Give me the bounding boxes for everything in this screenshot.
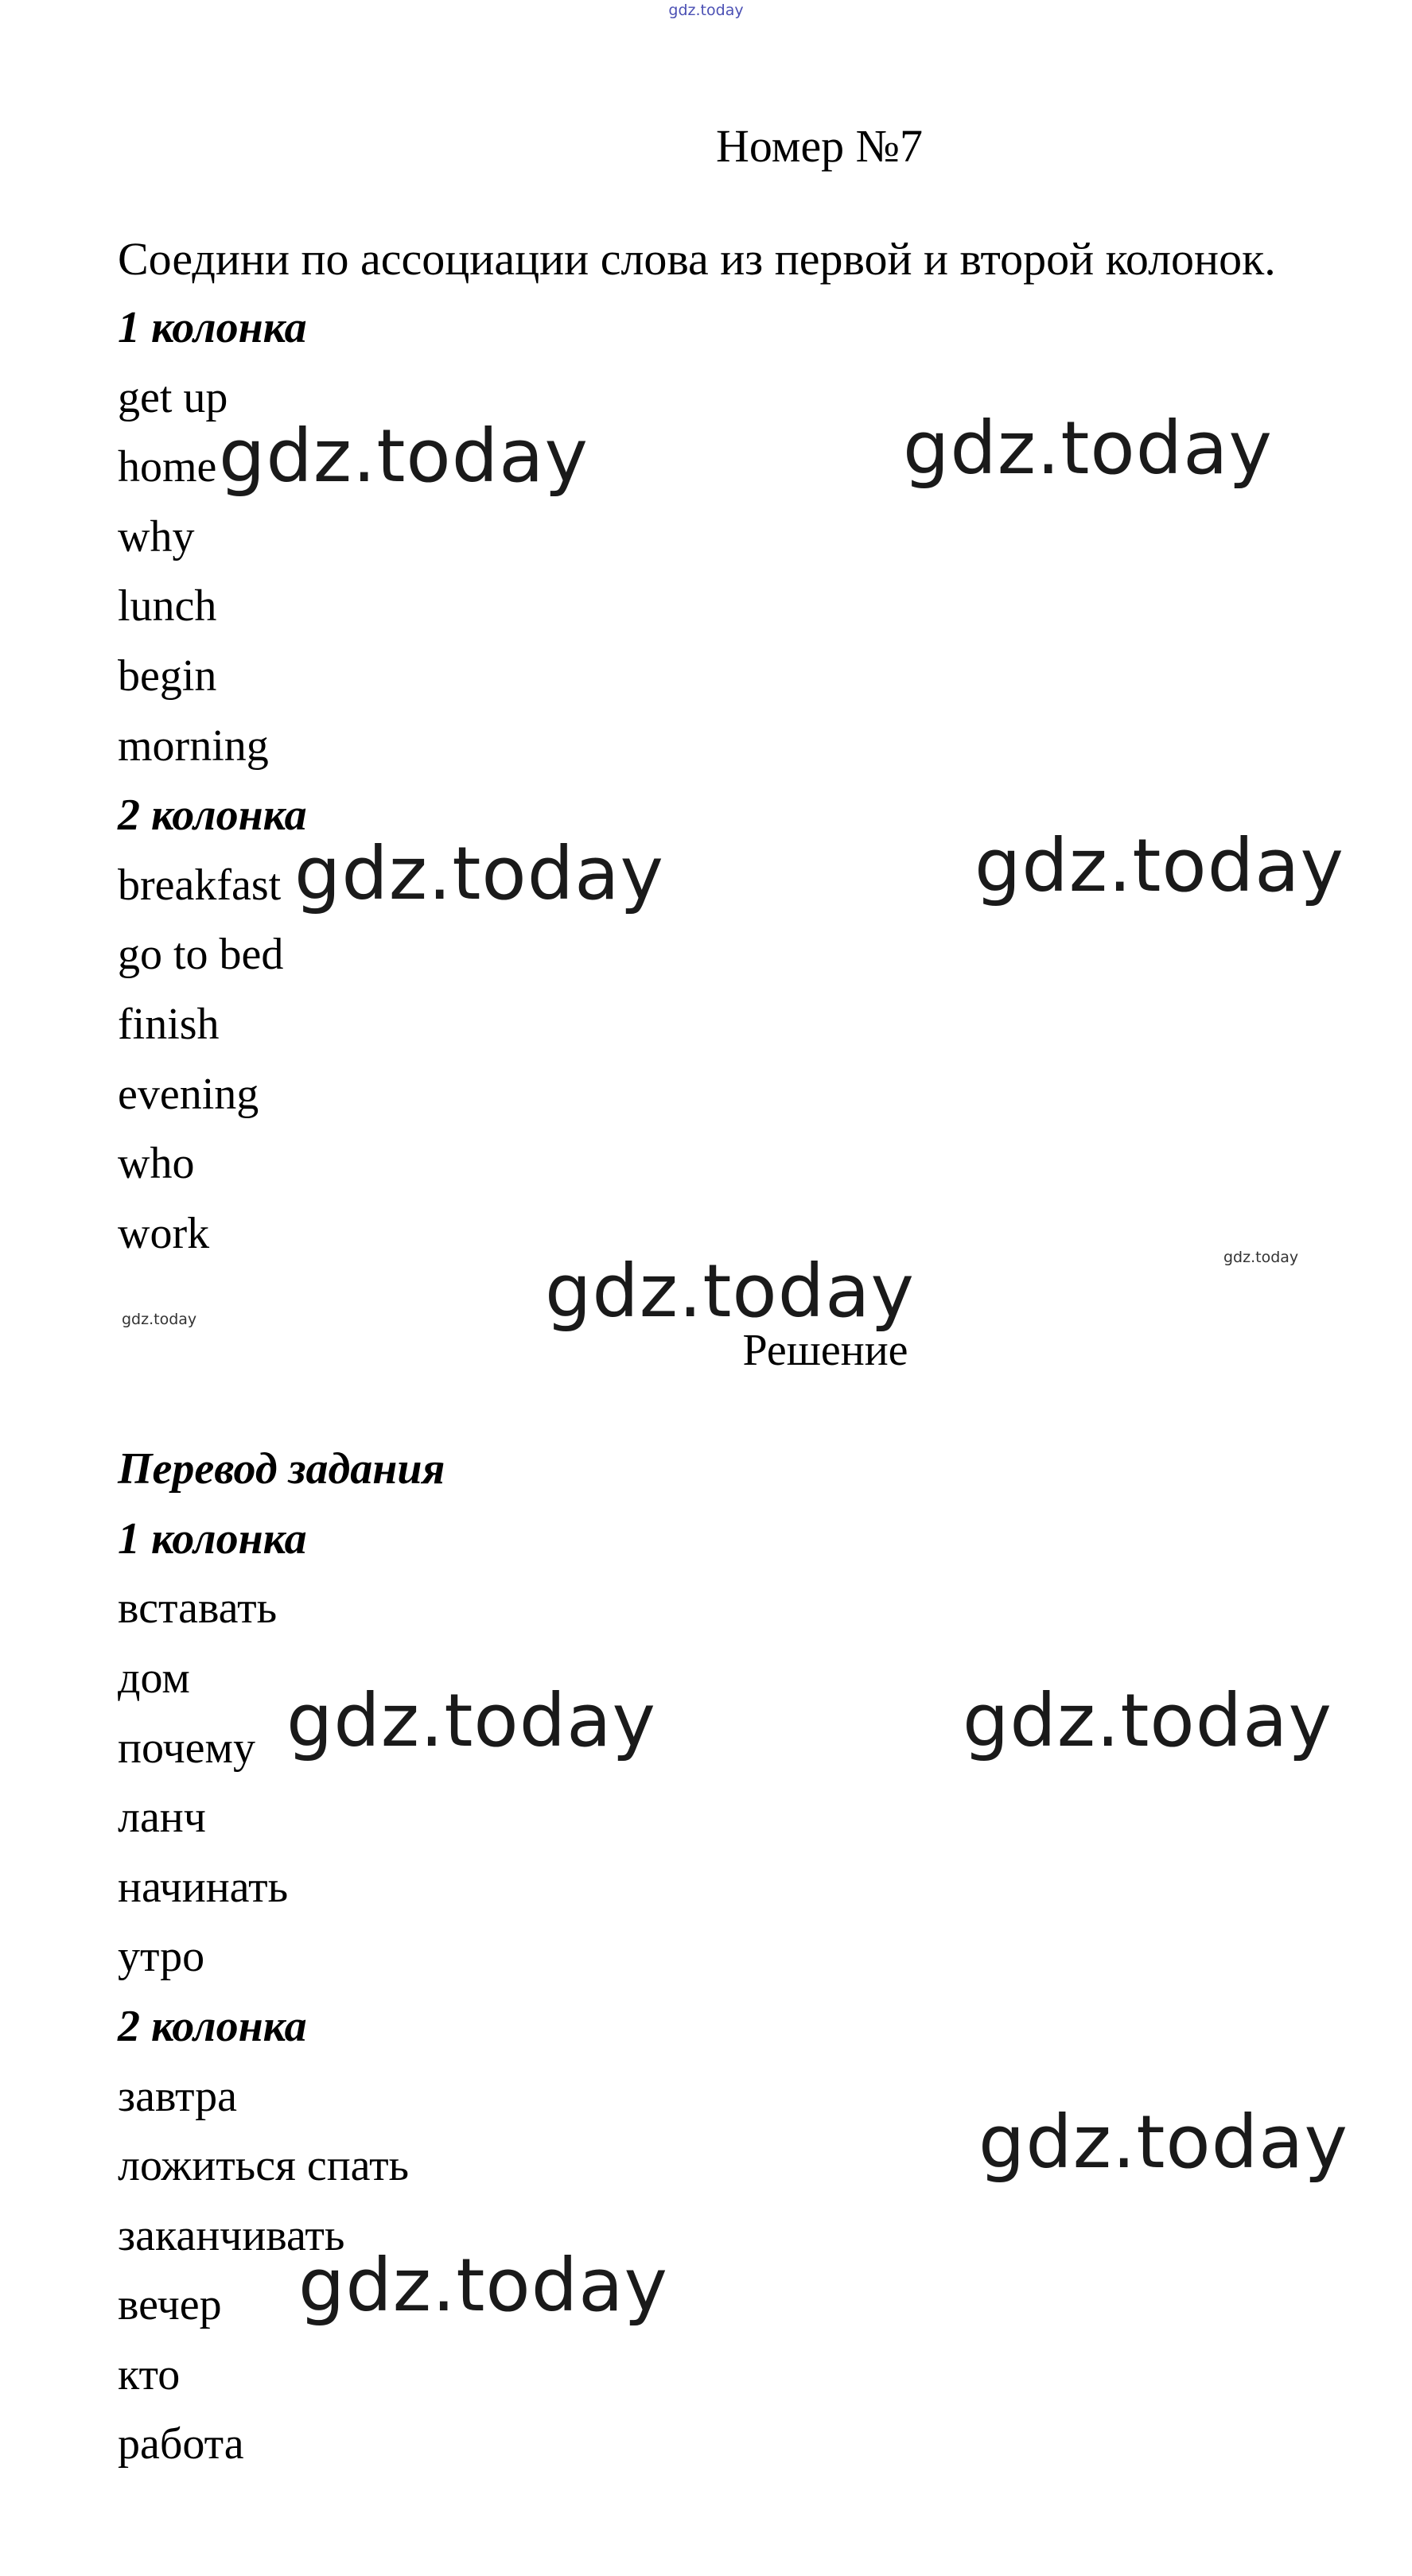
watermark-small: gdz.today (122, 1311, 197, 1328)
solution-label: Решение (742, 1326, 908, 1375)
watermark: gdz.today (298, 2243, 668, 2328)
list-item: go to bed (118, 930, 284, 979)
watermark: gdz.today (219, 414, 589, 499)
watermark: gdz.today (963, 1678, 1332, 1763)
list-item: дом (118, 1653, 190, 1703)
list-item: вечер (118, 2280, 222, 2329)
list-item: ланч (118, 1793, 206, 1842)
watermark: gdz.today (974, 823, 1344, 908)
task-instruction: Соедини по ассоциации слова из первой и второй колонок. (118, 233, 1276, 285)
list-item: начинать (118, 1863, 289, 1912)
watermark: gdz.today (903, 406, 1273, 491)
list-item: вставать (118, 1583, 278, 1633)
list-item: ложиться спать (118, 2141, 410, 2190)
translation-column1-heading: 1 колонка (118, 1514, 307, 1564)
list-item: работа (118, 2419, 244, 2469)
watermark: gdz.today (978, 2100, 1348, 2185)
watermark-small: gdz.today (1223, 1249, 1299, 1266)
page-title: Номер №7 (715, 120, 924, 172)
list-item: утро (118, 1932, 205, 1981)
list-item: finish (118, 1000, 220, 1049)
list-item: заканчивать (118, 2211, 345, 2260)
list-item: lunch (118, 581, 217, 631)
list-item: кто (118, 2350, 181, 2399)
list-item: work (118, 1209, 210, 1258)
column1-heading: 1 колонка (118, 303, 307, 352)
translation-heading: Перевод задания (118, 1444, 445, 1494)
top-watermark: gdz.today (668, 2, 744, 19)
list-item: why (118, 512, 195, 561)
list-item: почему (118, 1723, 255, 1773)
watermark: gdz.today (294, 831, 664, 916)
list-item: begin (118, 651, 217, 701)
column2-heading: 2 колонка (118, 791, 307, 840)
watermark: gdz.today (286, 1678, 656, 1763)
list-item: morning (118, 721, 269, 771)
watermark: gdz.today (545, 1249, 915, 1334)
list-item: home (118, 442, 217, 491)
list-item: breakfast (118, 861, 282, 910)
list-item: завтра (118, 2072, 238, 2121)
list-item: evening (118, 1070, 259, 1119)
list-item: get up (118, 373, 228, 422)
translation-column2-heading: 2 колонка (118, 2002, 307, 2051)
list-item: who (118, 1139, 195, 1188)
